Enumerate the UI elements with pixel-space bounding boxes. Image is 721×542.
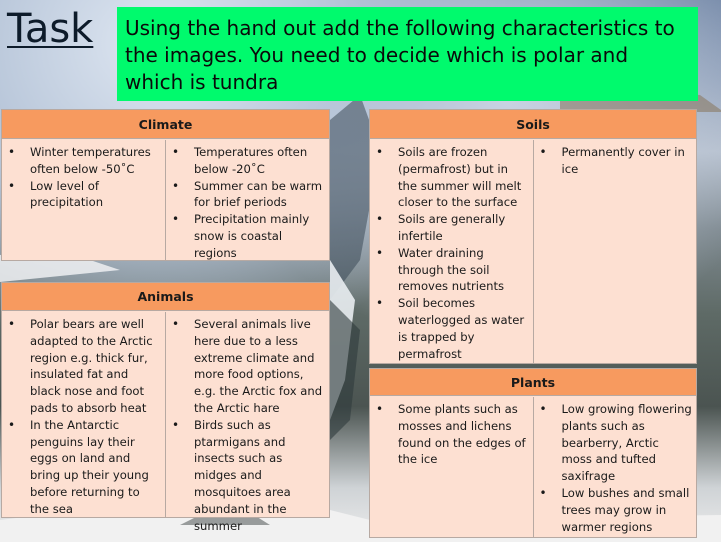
bullet-item: • Several animals live here due to a less extreme climate and more food options, e.g. the Arctic fox and the Arctic hare [168,316,325,417]
bullet-item: • Temperatures often below -20˚C [168,144,325,178]
animals-panel [1,282,330,533]
climate-panel [1,109,330,261]
bullet-item: • Some plants such as mosses and lichens found on the edges of the ice [372,401,529,468]
animals-heading: Animals [2,283,329,311]
bullet-item: • Birds such as ptarmigans and insects such as midges and mosquitoes area abundant in the summer [168,417,325,535]
bullet-item: • Low growing flowering plants such as bearberry, Arctic moss and tufted saxifrage [536,401,693,485]
animals-col-left [2,312,165,517]
animals-col-right [165,312,329,533]
bullet-item: • Soil becomes waterlogged as water is trapped by permafrost [372,295,529,362]
climate-col-right [165,140,329,260]
plants-panel [369,368,697,538]
climate-heading: Climate [2,110,329,139]
plants-heading: Plants [370,369,696,396]
soils-col-right [533,140,697,363]
soils-col-left [370,140,533,363]
soils-panel [369,109,697,364]
bullet-item: • Summer can be warm for brief periods [168,178,325,212]
plants-col-left [370,397,533,537]
instruction-box: Using the hand out add the following characteristics to the images. You need to decide which is polar and which is tundra [117,7,698,101]
plants-col-right [533,397,697,537]
bullet-item: • Permanently cover in ice [536,144,693,178]
bullet-item: • Soils are frozen (permafrost) but in the summer will melt closer to the surface [372,144,529,211]
task-title: Task [7,6,94,52]
bullet-item: • Low bushes and small trees may grow in warmer regions [536,485,693,535]
bullet-item: • Low level of precipitation [4,178,161,212]
soils-heading: Soils [370,110,696,139]
bullet-item: • Soils are generally infertile [372,211,529,245]
bullet-item: • Winter temperatures often below -50˚C [4,144,161,178]
climate-col-left [2,140,165,260]
bullet-item: • Polar bears are well adapted to the Arctic region e.g. thick fur, insulated fat and black nose and foot pads to absorb heat [4,316,161,417]
bullet-item: • Water draining through the soil removes nutrients [372,245,529,295]
bullet-item: • In the Antarctic penguins lay their eggs on land and bring up their young before returning to the sea [4,417,161,518]
bullet-item: • Precipitation mainly snow is coastal regions [168,211,325,261]
